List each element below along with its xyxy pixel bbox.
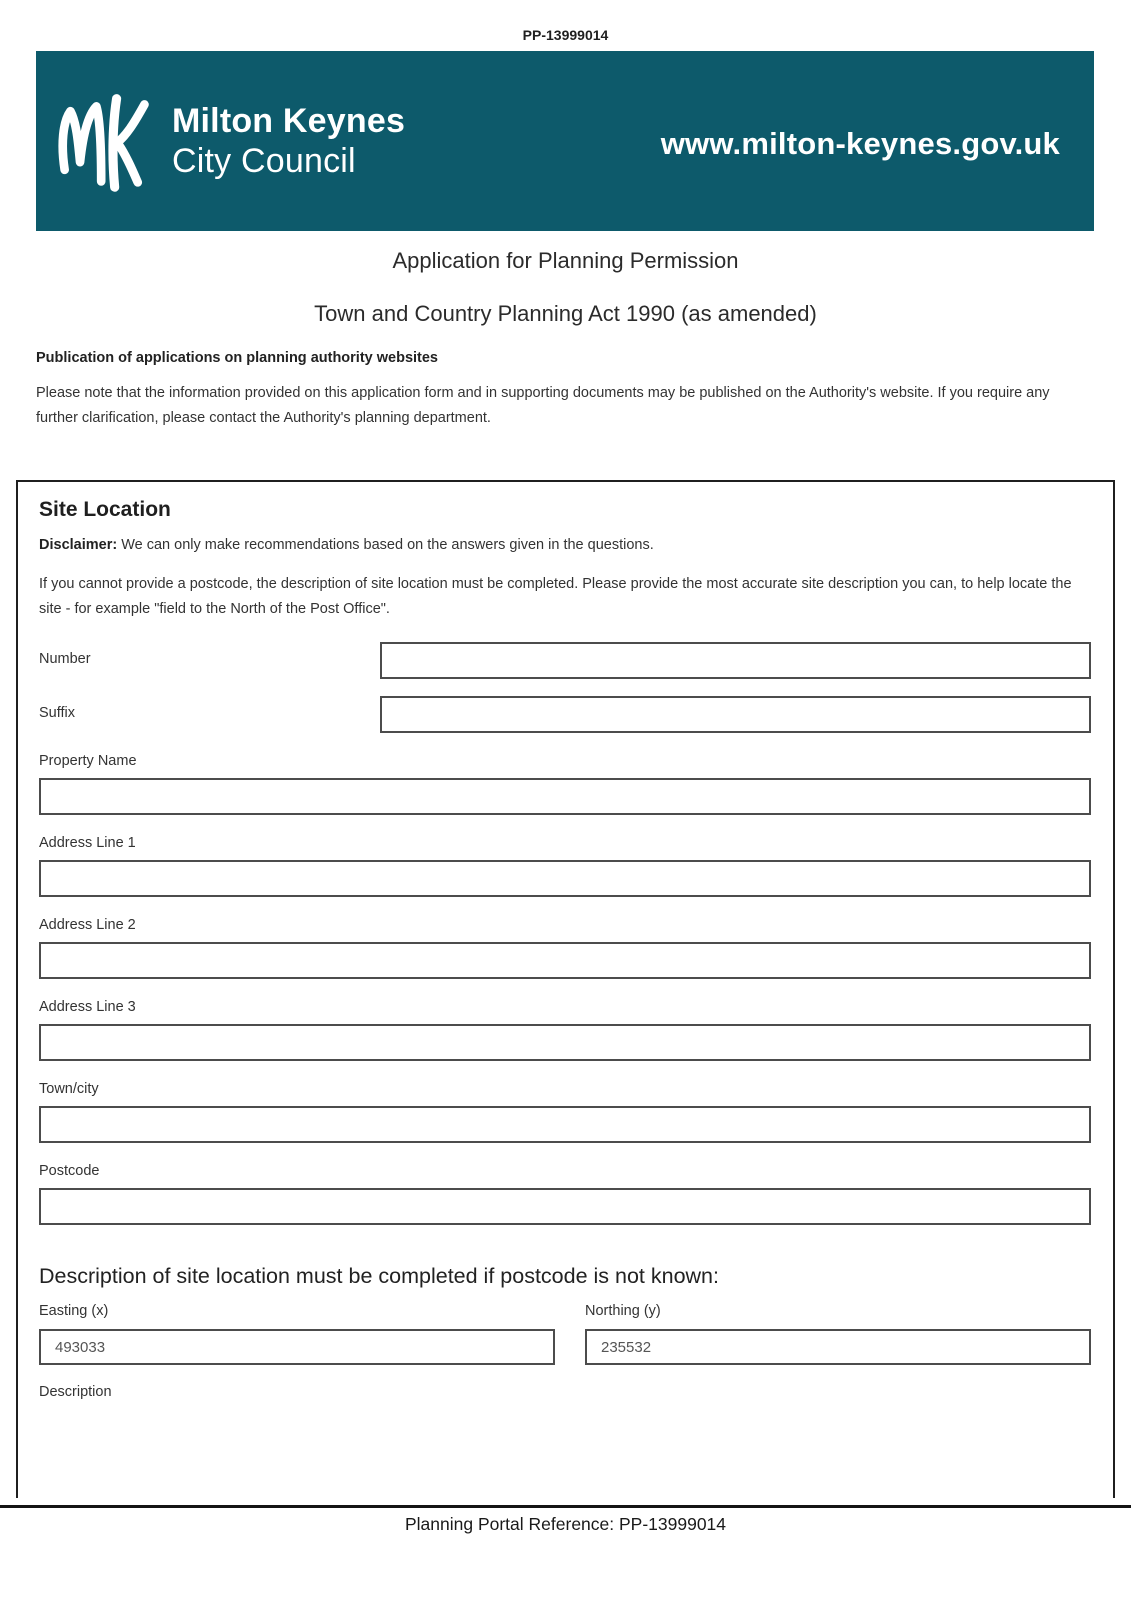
suffix-label: Suffix xyxy=(39,705,76,721)
number-input[interactable] xyxy=(380,642,1091,679)
postcode-input[interactable] xyxy=(39,1188,1091,1225)
field-row-suffix xyxy=(39,696,1091,733)
easting-input[interactable] xyxy=(39,1329,555,1365)
site-location-instructions: If you cannot provide a postcode, the description of site location must be completed. Please provide the most accurate site description you can, to help locate the site - for example "field to the North of the Post Office". xyxy=(39,576,1072,617)
northing-label: Northing (y) xyxy=(585,1303,661,1319)
form-title: Application for Planning Permission xyxy=(392,248,739,273)
publication-notice-body: Please note that the information provided on this application form and in supporting documents may be published on the Authority's website. If you require any further clarification, please contact the Authority's planning department. xyxy=(36,385,1050,426)
site-location-section xyxy=(16,480,1115,1498)
field-row-number xyxy=(39,642,1091,679)
disclaimer-body: We can only make recommendations based on the answers given in the questions. xyxy=(121,537,654,553)
council-name-line2: City Council xyxy=(172,142,356,180)
field-group-address-line-3 xyxy=(39,999,1091,1061)
address-line-2-label: Address Line 2 xyxy=(39,917,136,933)
publication-notice-heading: Publication of applications on planning authority websites xyxy=(36,350,438,366)
northing-input[interactable] xyxy=(585,1329,1091,1365)
portal-reference-header: PP-13999014 xyxy=(522,27,609,43)
site-location-heading: Site Location xyxy=(39,498,171,521)
postcode-label: Postcode xyxy=(39,1163,100,1179)
town-city-label: Town/city xyxy=(39,1081,99,1097)
easting-field xyxy=(39,1303,555,1365)
description-requirement-heading: Description of site location must be completed if postcode is not known: xyxy=(39,1264,719,1288)
council-logo xyxy=(56,83,405,199)
field-group-address-line-2 xyxy=(39,917,1091,979)
address-line-1-label: Address Line 1 xyxy=(39,835,136,851)
address-line-3-input[interactable] xyxy=(39,1024,1091,1061)
property-name-input[interactable] xyxy=(39,778,1091,815)
coordinates-row xyxy=(39,1303,1091,1365)
suffix-input[interactable] xyxy=(380,696,1091,733)
disclaimer-text xyxy=(39,537,1091,553)
address-line-3-label: Address Line 3 xyxy=(39,999,136,1015)
description-label: Description xyxy=(39,1384,112,1400)
page-break-divider xyxy=(0,1505,1131,1508)
northing-field xyxy=(585,1303,1091,1365)
council-name xyxy=(172,101,405,181)
number-label: Number xyxy=(39,651,91,667)
field-group-town-city xyxy=(39,1081,1091,1143)
address-line-2-input[interactable] xyxy=(39,942,1091,979)
address-line-1-input[interactable] xyxy=(39,860,1091,897)
disclaimer-label: Disclaimer: xyxy=(39,537,118,553)
town-city-input[interactable] xyxy=(39,1106,1091,1143)
field-group-postcode xyxy=(39,1163,1091,1225)
council-banner xyxy=(36,51,1094,231)
mk-monogram-icon xyxy=(56,83,156,199)
easting-label: Easting (x) xyxy=(39,1303,109,1319)
planning-portal-reference-footer: Planning Portal Reference: PP-13999014 xyxy=(404,1514,727,1534)
field-group-property-name xyxy=(39,753,1091,815)
property-name-label: Property Name xyxy=(39,753,137,769)
form-subtitle: Town and Country Planning Act 1990 (as amended) xyxy=(314,301,817,326)
field-group-address-line-1 xyxy=(39,835,1091,897)
council-name-line1: Milton Keynes xyxy=(172,101,406,140)
council-website-url: www.milton-keynes.gov.uk xyxy=(660,126,1060,161)
